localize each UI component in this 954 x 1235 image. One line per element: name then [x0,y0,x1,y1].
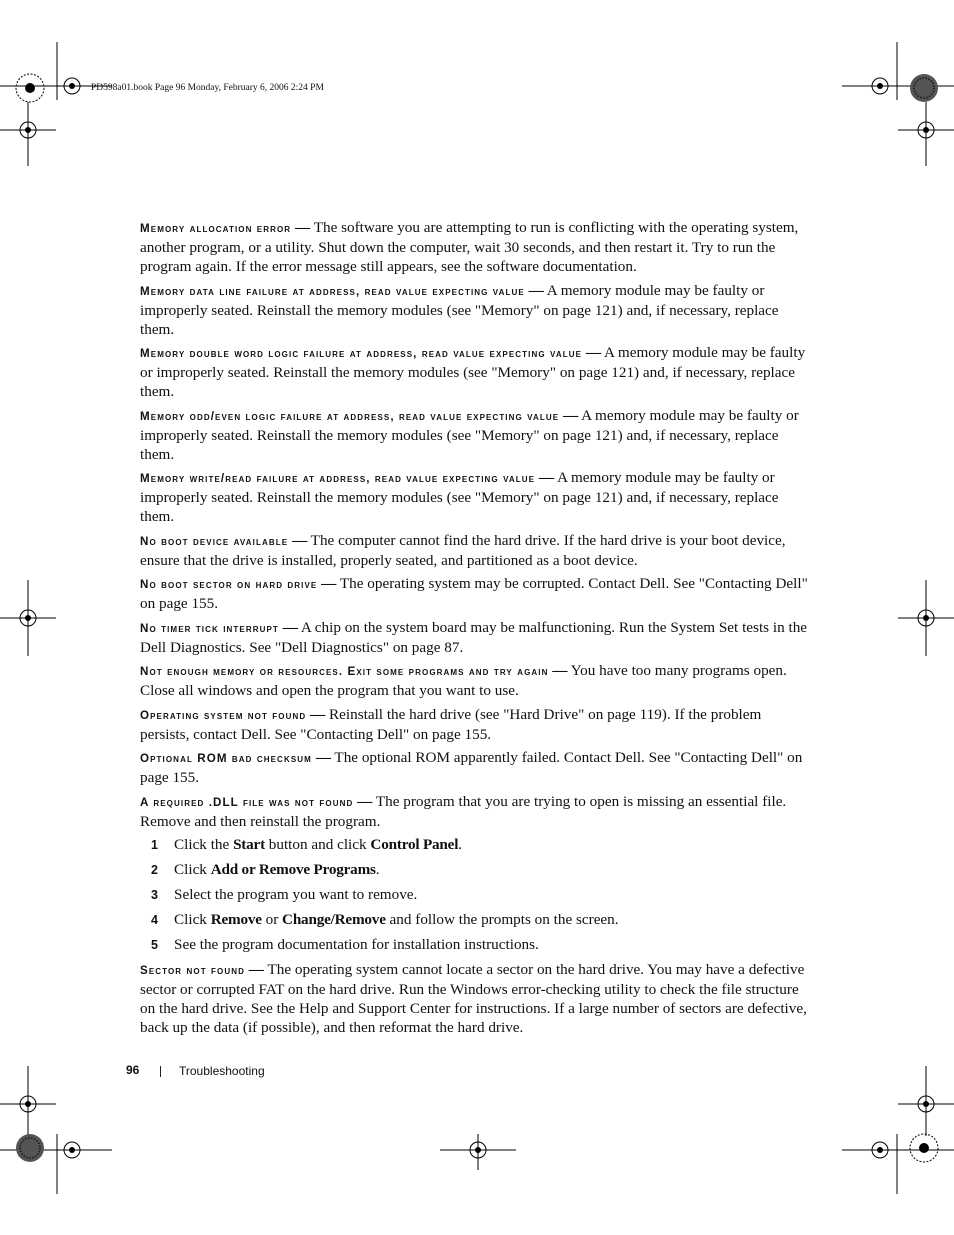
error-entry [140,468,812,526]
error-term: Sector not found [140,964,245,977]
error-description: The operating system cannot locate a sector on the hard drive. You may have a defective sector or corrupted FAT on the hard drive. Run the Windows error-checking utility to check the file structure on the hard drive. See the Help and Support Center for instructions. If a large number of sectors are defective, back up the data (if possible), and then reformat the hard drive. [140,961,807,1036]
em-dash: — [562,406,579,424]
em-dash: — [538,469,555,486]
em-dash: — [315,749,331,766]
error-description: The computer cannot find the hard drive. If the hard drive is your boot device, ensure that the drive is installed, properly seated, and partitioned as a boot device. [140,531,786,569]
ui-term: Remove [210,911,262,928]
error-entry [140,792,812,831]
step-number: 5 [151,938,158,952]
error-description: The optional ROM apparently failed. Contact Dell. See "Contacting Dell" on page 155. [140,749,803,786]
error-entry [140,661,812,700]
error-entry [140,574,812,613]
em-dash: — [310,705,326,723]
step-number: 3 [151,888,158,902]
step-text: or [261,911,283,928]
page-number: 96 [126,1063,140,1077]
error-description: A memory module may be faulty or improperly seated. Reinstall the memory modules (see "Memory" on page 121) and, if necessary, replace them. [140,281,779,338]
error-entry [140,705,812,744]
procedure-step [140,885,812,904]
error-entry [140,281,812,339]
step-text: . [458,836,463,853]
footer-divider [160,1066,161,1077]
error-term: Memory data line failure at address, read value expecting value [140,284,525,298]
em-dash: — [248,961,264,978]
ui-term: Start [233,836,265,853]
step-text: . [375,861,380,878]
error-term: A required .DLL file was not found [140,795,354,809]
error-entry [140,406,812,464]
step-text: Select the program you want to remove. [174,886,418,903]
step-number: 4 [151,913,158,927]
step-number: 1 [151,838,158,852]
em-dash: — [321,575,337,592]
procedure-step [140,935,812,954]
step-text: Click [174,861,211,878]
error-description: A chip on the system board may be malfunctioning. Run the System Set tests in the Dell Diagnostics. See "Dell Diagnostics" on page 87. [140,618,808,656]
em-dash: — [585,344,601,361]
step-text: Click the [174,836,234,853]
error-entry [140,618,812,657]
error-entry [140,748,812,787]
error-description: The operating system may be corrupted. Contact Dell. See "Contacting Dell" on page 155. [140,575,808,612]
error-entry [140,531,812,570]
em-dash: — [357,792,373,810]
error-entry [140,343,812,401]
em-dash: — [294,219,311,236]
error-description: Reinstall the hard drive (see "Hard Drive" on page 119). If the problem persists, contact Dell. See "Contacting Dell" on page 155. [140,705,762,743]
em-dash: — [282,618,298,636]
step-text: See the program documentation for installation instructions. [174,936,539,953]
error-term: Memory allocation error [140,222,292,235]
error-entry [140,218,812,276]
error-description: The program that you are trying to open is missing an essential file. Remove and then reinstall the program. [140,792,787,830]
error-message-list [140,218,812,1042]
ui-term: Change/Remove [282,911,386,928]
footer-section-title: Troubleshooting [179,1064,265,1078]
error-term: Not enough memory or resources. Exit some programs and try again [140,665,549,678]
procedure-steps [140,835,812,954]
error-term: Optional ROM bad checksum [140,752,312,765]
error-description: The software you are attempting to run is conflicting with the operating system, another program, or a utility. Shut down the computer, wait 30 seconds, and then restart it. Try to run the program again. If the error message still appears, see the software documentation. [140,219,799,275]
ui-term: Control Panel [370,836,459,853]
em-dash: — [291,531,308,549]
error-description: A memory module may be faulty or improperly seated. Reinstall the memory modules (see "Memory" on page 121) and, if necessary, replace them. [140,406,799,463]
step-text: and follow the prompts on the screen. [385,911,619,928]
procedure-step [140,860,812,879]
error-term: No timer tick interrupt [140,621,279,635]
error-term: Memory odd/even logic failure at address, read value expecting value [140,409,560,423]
procedure-step [140,910,812,929]
ui-term: Add or Remove Programs [210,861,376,878]
step-number: 2 [151,863,158,877]
error-term: No boot sector on hard drive [140,578,318,591]
em-dash: — [528,281,544,299]
step-text: Click [174,911,211,928]
error-term: Memory write/read failure at address, read value expecting value [140,472,536,485]
em-dash: — [552,662,568,679]
error-term: Operating system not found [140,708,307,722]
print-job-header: PD598a01.book Page 96 Monday, February 6, 2006 2:24 PM [91,83,324,93]
procedure-step [140,835,812,854]
error-description: A memory module may be faulty or improperly seated. Reinstall the memory modules (see "Memory" on page 121) and, if necessary, replace them. [140,344,806,400]
error-term: Memory double word logic failure at address, read value expecting value [140,347,583,360]
error-description: You have too many programs open. Close all windows and open the program that you want to use. [140,662,787,699]
error-term: No boot device available [140,534,289,548]
error-entry [140,960,812,1037]
error-description: A memory module may be faulty or improperly seated. Reinstall the memory modules (see "Memory" on page 121) and, if necessary, replace them. [140,469,779,525]
step-text: button and click [264,836,371,853]
